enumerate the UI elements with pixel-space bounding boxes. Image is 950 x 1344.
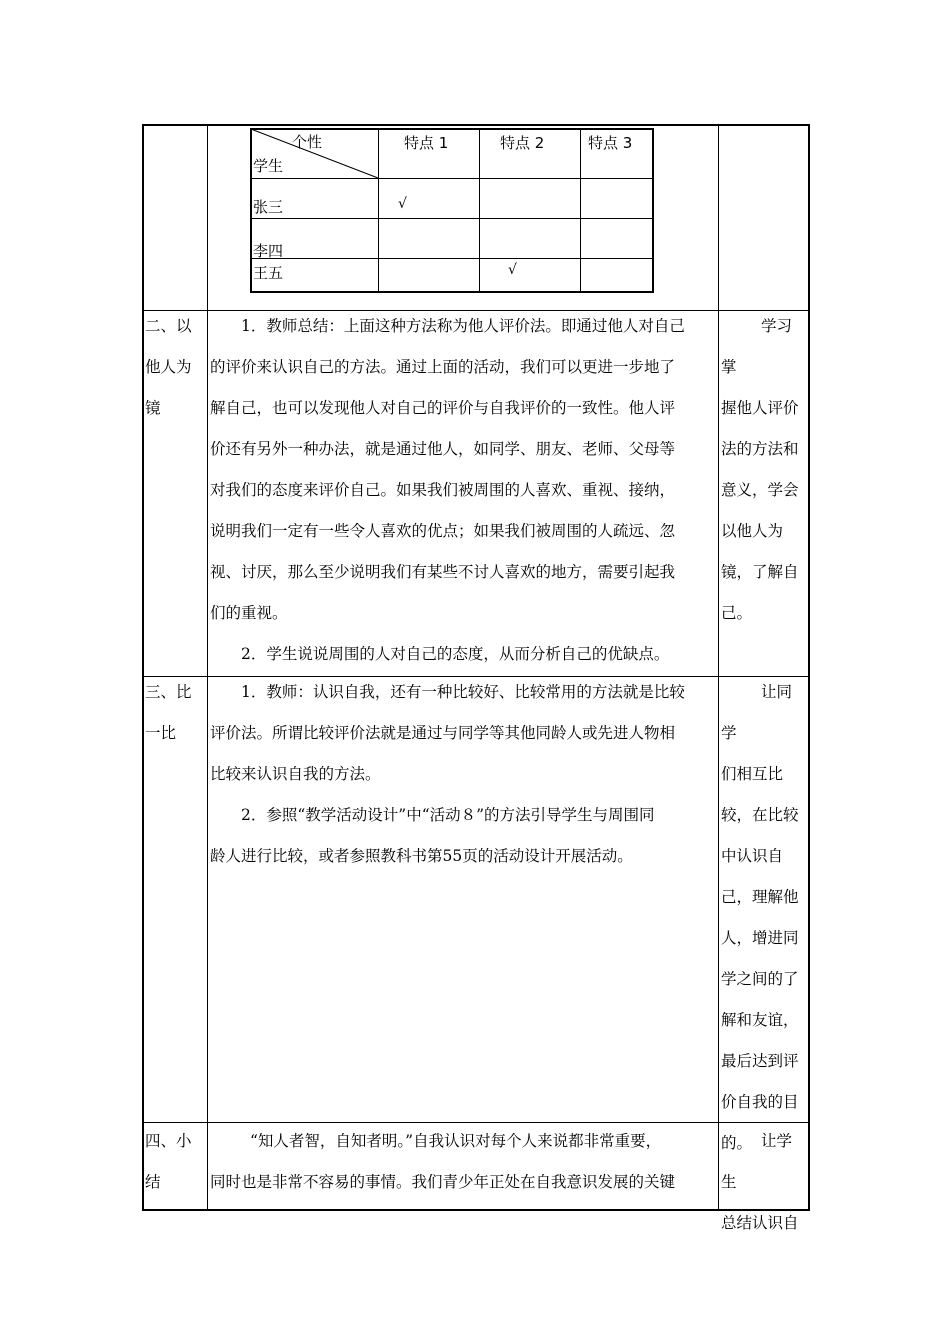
corner-bottom-label: 学生	[253, 157, 284, 175]
col-divider-1	[207, 124, 208, 1211]
header-trait-1: 特点 1	[404, 134, 449, 152]
header-trait-2: 特点 2	[500, 134, 545, 152]
table-top-border	[142, 124, 810, 126]
section2-content: 1．教师总结：上面这种方法称为他人评价法。即通过他人对自己 的评价来认识自己的方法。通过上面的活动，我们可以更进一步地了 解自己，也可以发现他人对自己的评价与自我评价的一致性。他人评 价还有另外一种办法，就是通过他人，如同学、朋友、老师、父母等 对我们的态度来评价自己。如果我们被周围的人喜欢、重视、接纳， 说明我们一定有一些令人喜欢的优点；如果我们被周围的人疏远、忽 视、讨厌，那么至少说明我们有某些不讨人喜欢的地方，需要引起我 们的重视。 2．学生说说周围的人对自己的态度，从而分析自己的优缺点。	[210, 317, 685, 663]
header-trait-3: 特点 3	[588, 134, 633, 152]
col-divider-2	[718, 124, 719, 1211]
section4-content: “知人者智，自知者明。”自我认识对每个人来说都非常重要， 同时也是非常不容易的事情。我们青少年正处在自我意识发展的关键	[210, 1132, 676, 1191]
student-name-2: 李四	[253, 242, 284, 260]
section2-title: 二、以 他人为 镜	[145, 317, 192, 417]
section4-title: 四、小 结	[145, 1132, 192, 1191]
section3-content: 1．教师：认识自我，还有一种比较好、比较常用的方法就是比较 评价法。所谓比较评价法就是通过与同学等其他同龄人或先进人物相 比较来认识自我的方法。 2．参照“教学活动设计”中“活动８”的方法引导学生与周围同 龄人进行比较，或者参照教科书第55页的活动设计开展活动。	[210, 683, 685, 865]
section2-goal: 学习掌 握他人评价 法的方法和 意义，学会 以他人为 镜，了解自 己。	[721, 317, 799, 622]
section3-goal: 让同学 们相互比 较，在比较 中认识自 己，理解他 人，增进同 学之间的了 解和友谊， 最后达到评 价自我的目 的。	[721, 683, 799, 1152]
section4-goal: 让学生 总结认识自	[721, 1132, 799, 1232]
check-mark-1: √	[398, 196, 407, 212]
check-mark-2: √	[508, 262, 517, 278]
corner-top-label: 个性	[292, 133, 323, 151]
student-name-3: 王五	[253, 264, 284, 282]
section3-title: 三、比 一比	[145, 683, 192, 742]
student-name-1: 张三	[253, 198, 284, 216]
